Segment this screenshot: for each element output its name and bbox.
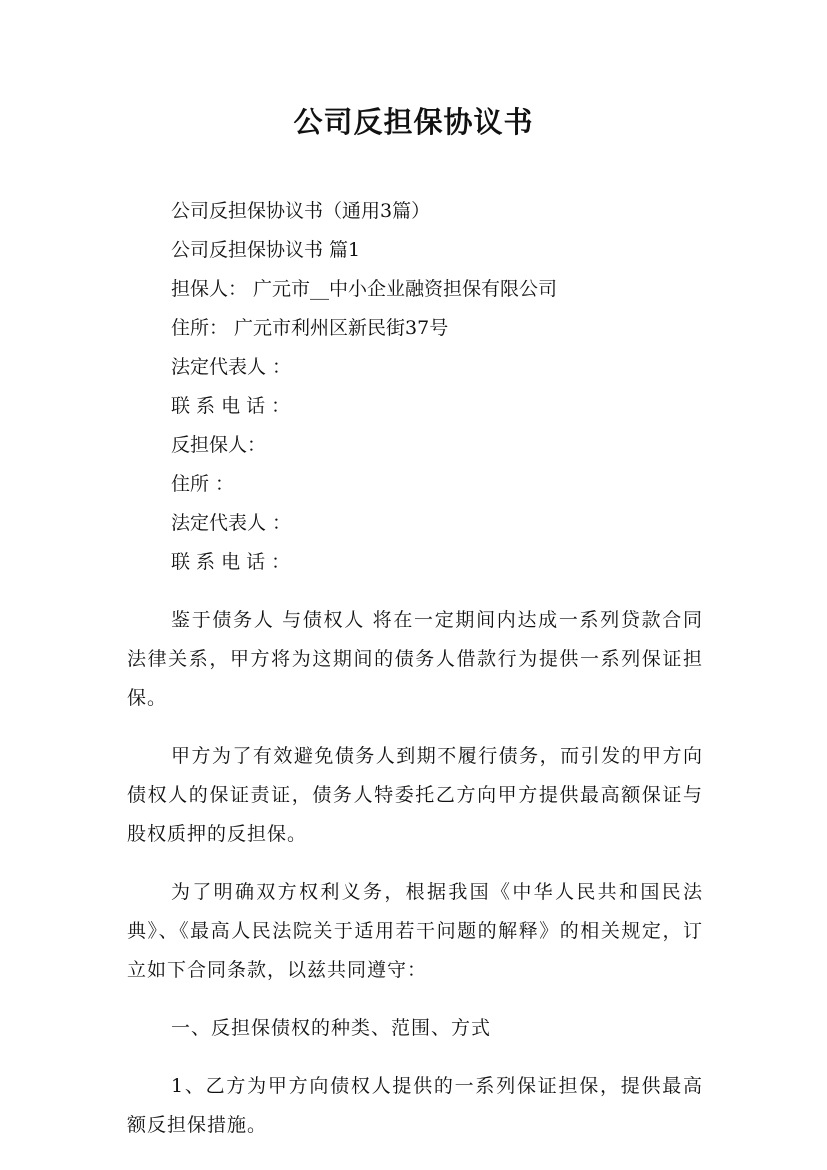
clause-1-item-1: 1、乙方为甲方向债权人提供的一系列保证担保，提供最高额反担保措施。: [127, 1075, 703, 1136]
paragraph-purpose: 甲方为了有效避免债务人到期不履行债务，而引发的甲方向债权人的保证责证，债务人特委托乙方向甲方提供最高额保证与股权质押的反担保。: [127, 745, 703, 845]
paragraph-legal-basis: 为了明确双方权利义务，根据我国《中华人民共和国民法典》、《最高人民法院关于适用若干问题的解释》的相关规定，订立如下合同条款，以兹共同遵守：: [127, 881, 703, 981]
counter-guarantor-legal-rep-line: 法定代表人 ：: [171, 512, 292, 534]
counter-guarantor-address-line: 住所 ：: [171, 473, 235, 495]
counter-guarantor-line: 反担保人：: [171, 434, 267, 456]
guarantor-phone-line: 联 系 电 话 ：: [171, 395, 291, 417]
guarantor-address-line: 住所： 广元市利州区新民街37号: [171, 317, 449, 339]
guarantor-legal-rep-line: 法定代表人 ：: [171, 356, 292, 378]
counter-guarantor-phone-line: 联 系 电 话 ：: [171, 551, 291, 573]
clause-heading-1: 一、反担保债权的种类、范围、方式: [171, 1017, 492, 1039]
document-title: 公司反担保协议书: [293, 105, 534, 139]
guarantor-line: 担保人： 广元市__中小企业融资担保有限公司: [171, 278, 558, 300]
paragraph-whereas: 鉴于债务人 与债权人 将在一定期间内达成一系列贷款合同法律关系，甲方将为这期间的债务人借款行为提供一系列保证担保。: [127, 609, 703, 709]
document-body: [127, 192, 703, 1145]
subtitle-line: 公司反担保协议书（通用3篇）: [171, 200, 431, 222]
section-heading: 公司反担保协议书 篇1: [171, 239, 361, 261]
